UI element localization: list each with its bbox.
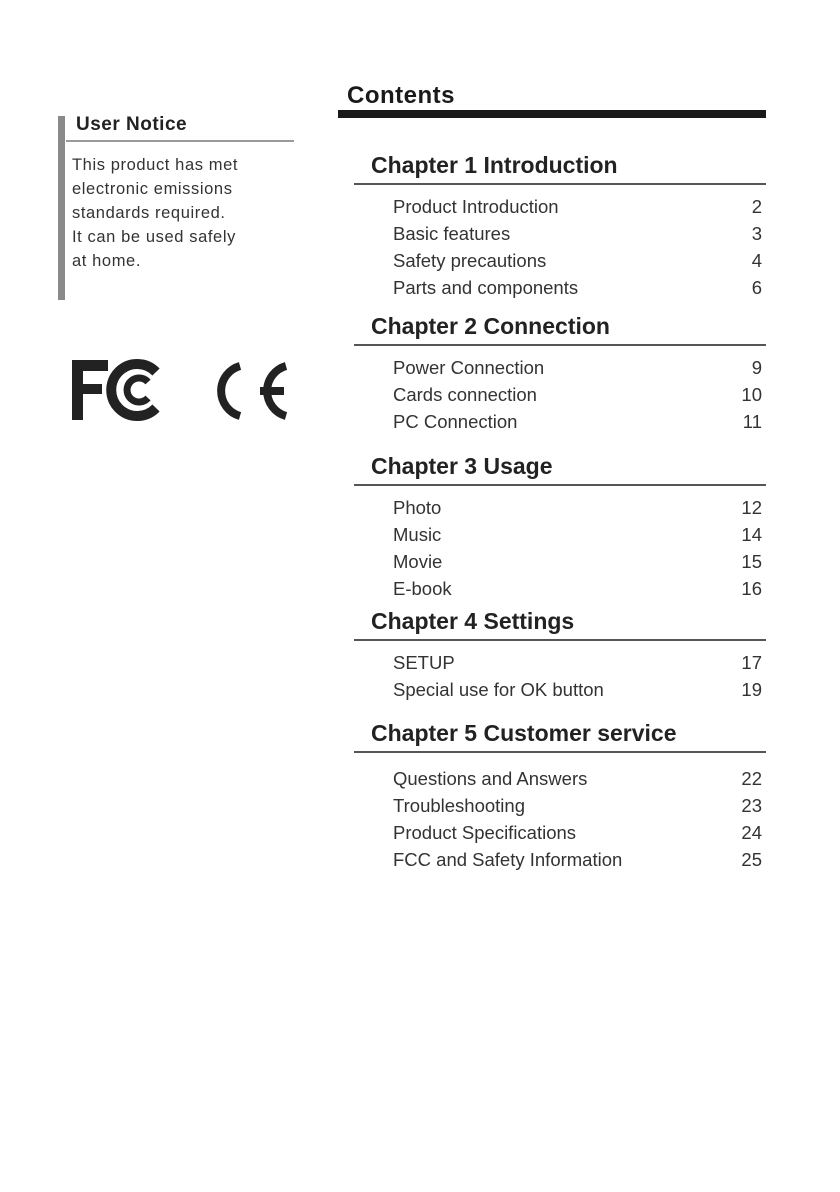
toc-entry-page: 6: [751, 277, 762, 298]
toc-entry[interactable]: [354, 494, 766, 521]
toc-entry-label: Cards connection: [393, 384, 537, 405]
toc-entry-label: Safety precautions: [393, 250, 547, 271]
toc-entry-page: 15: [741, 551, 762, 572]
chapter-divider: [354, 183, 766, 185]
chapter-section: [354, 718, 766, 873]
toc-entry-page: 12: [741, 497, 762, 518]
toc-entry-list: [354, 193, 766, 301]
chapter-section: [354, 606, 766, 703]
toc-entry-list: [354, 765, 766, 873]
toc-entry[interactable]: [354, 676, 766, 703]
toc-entry-label: Product Specifications: [393, 822, 577, 843]
fcc-logo-icon: [72, 358, 164, 422]
notice-line: electronic emissions: [72, 180, 233, 198]
ce-mark-icon: [204, 360, 294, 422]
toc-entry[interactable]: [354, 792, 766, 819]
toc-entry-page: 10: [741, 384, 762, 405]
toc-entry-label: Basic features: [393, 223, 511, 244]
toc-entry-list: [354, 354, 766, 435]
toc-entry-label: PC Connection: [393, 411, 518, 432]
chapter-title: Chapter 1 Introduction: [371, 152, 618, 178]
toc-entry-page: 16: [741, 578, 762, 599]
toc-entry-label: Photo: [393, 497, 442, 518]
toc-entry-page: 9: [751, 357, 762, 378]
toc-entry-label: Parts and components: [393, 277, 579, 298]
notice-line: standards required.: [72, 204, 226, 222]
toc-entry-list: [354, 494, 766, 602]
toc-entry-label: Product Introduction: [393, 196, 559, 217]
toc-entry-label: E-book: [393, 578, 452, 599]
user-notice-text: [72, 153, 302, 273]
toc-entry[interactable]: [354, 819, 766, 846]
chapter-section: [354, 150, 766, 301]
toc-entry[interactable]: [354, 274, 766, 301]
chapter-divider: [354, 344, 766, 346]
toc-entry-page: 11: [742, 411, 762, 432]
chapter-section: [354, 451, 766, 602]
toc-entry-label: Special use for OK button: [393, 679, 604, 700]
toc-entry[interactable]: [354, 548, 766, 575]
toc-entry-page: 19: [741, 679, 762, 700]
toc-entry[interactable]: [354, 220, 766, 247]
toc-entry[interactable]: [354, 649, 766, 676]
toc-entry[interactable]: [354, 381, 766, 408]
toc-entry[interactable]: [354, 354, 766, 381]
toc-entry-page: 25: [741, 849, 762, 870]
chapter-title: Chapter 4 Settings: [371, 608, 575, 634]
toc-entry-list: [354, 649, 766, 703]
toc-entry[interactable]: [354, 193, 766, 220]
toc-entry-label: Music: [393, 524, 442, 545]
toc-entry-label: SETUP: [393, 652, 455, 673]
toc-entry[interactable]: [354, 846, 766, 873]
notice-line: at home.: [72, 252, 142, 270]
contents-title: Contents: [347, 82, 455, 109]
toc-entry[interactable]: [354, 247, 766, 274]
toc-entry[interactable]: [354, 765, 766, 792]
chapter-title: Chapter 3 Usage: [371, 453, 553, 479]
toc-entry-label: Movie: [393, 551, 443, 572]
toc-entry-page: 23: [741, 795, 762, 816]
chapter-divider: [354, 484, 766, 486]
toc-entry-label: Power Connection: [393, 357, 545, 378]
toc-entry-page: 24: [741, 822, 762, 843]
toc-entry-page: 2: [751, 196, 762, 217]
toc-entry[interactable]: [354, 408, 766, 435]
toc-entry-label: Questions and Answers: [393, 768, 588, 789]
notice-divider: [66, 140, 294, 142]
notice-line: It can be used safely: [72, 228, 236, 246]
chapter-title: Chapter 2 Connection: [371, 313, 610, 339]
certification-logos: [72, 358, 302, 428]
notice-line: This product has met: [72, 156, 239, 174]
chapter-section: [354, 311, 766, 435]
toc-entry-label: Troubleshooting: [393, 795, 525, 816]
notice-accent-bar: [58, 116, 65, 300]
user-notice-title: User Notice: [76, 114, 188, 135]
toc-entry[interactable]: [354, 521, 766, 548]
chapter-divider: [354, 751, 766, 753]
toc-entry[interactable]: [354, 575, 766, 602]
toc-entry-page: 17: [741, 652, 762, 673]
contents-divider: [338, 110, 766, 118]
chapter-title: Chapter 5 Customer service: [371, 720, 677, 746]
toc-entry-page: 4: [751, 250, 762, 271]
toc-entry-page: 3: [751, 223, 762, 244]
toc-entry-page: 22: [741, 768, 762, 789]
chapter-divider: [354, 639, 766, 641]
toc-entry-label: FCC and Safety Information: [393, 849, 623, 870]
toc-entry-page: 14: [741, 524, 762, 545]
